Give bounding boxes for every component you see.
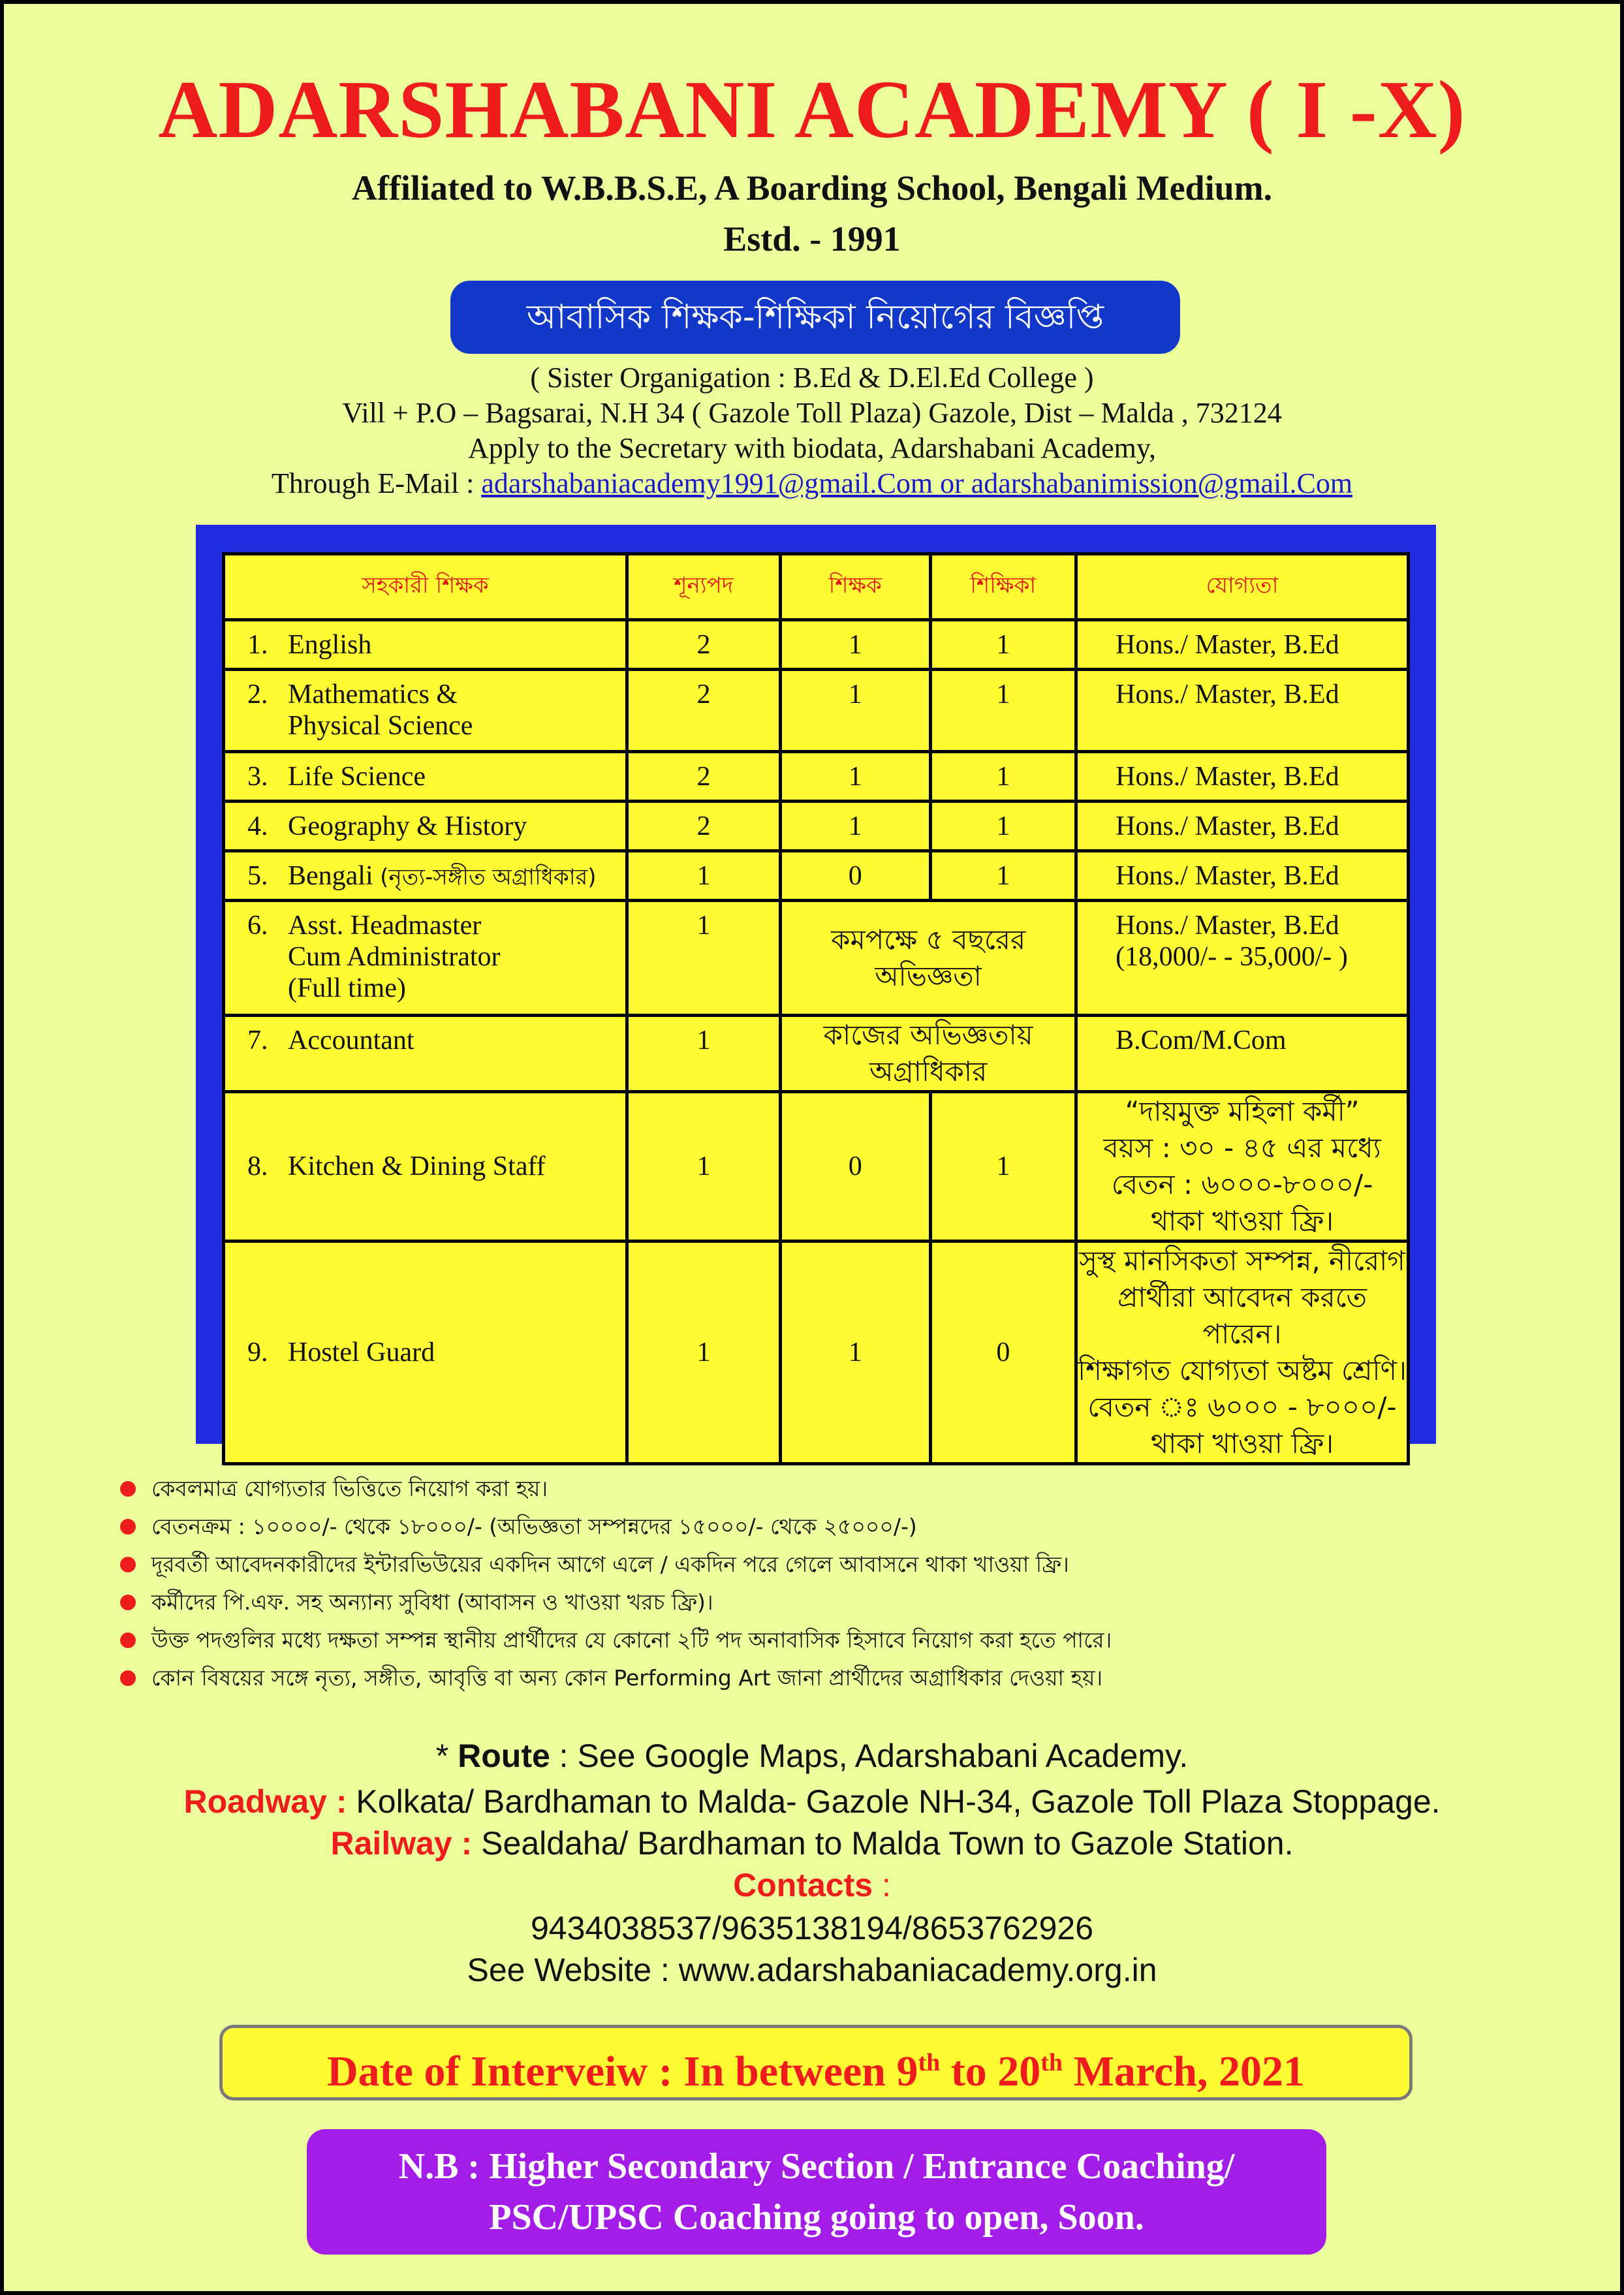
bullet-icon xyxy=(120,1595,136,1610)
post-cell: 5. Bengali (নৃত্য-সঙ্গীত অগ্রাধিকার) xyxy=(224,851,627,901)
post-cell: 1. English xyxy=(224,620,627,670)
table-header-row xyxy=(224,554,1409,620)
apply-line: Apply to the Secretary with biodata, Adarshabani Academy, xyxy=(467,432,1157,464)
qualification-cell: Hons./ Master, B.Ed xyxy=(1076,851,1409,901)
post-cell: 6. Asst. Headmaster Cum Administrator (Full time) xyxy=(224,901,627,1016)
header-vacancy: শূন্যপদ xyxy=(627,554,780,620)
male-cell: 0 xyxy=(781,851,931,901)
vacancy-cell: 2 xyxy=(627,620,780,670)
experience-cell: কাজের অভিজ্ঞতায় অগ্রাধিকার xyxy=(781,1016,1076,1092)
table-row xyxy=(224,802,1409,851)
notice-heading-badge: আবাসিক শিক্ষক-শিক্ষিকা নিয়োগের বিজ্ঞপ্তি xyxy=(450,281,1180,354)
school-title: ADARSHABANI ACADEMY ( I -X) xyxy=(158,65,1466,155)
vacancy-table-frame xyxy=(196,525,1436,1460)
male-cell: 0 xyxy=(781,1092,931,1241)
list-item: কেবলমাত্র যোগ্যতার ভিত্তিতে নিয়োগ করা হয়। xyxy=(120,1470,1556,1508)
qualification-cell: Hons./ Master, B.Ed xyxy=(1076,670,1409,752)
female-cell: 1 xyxy=(930,1092,1076,1241)
post-cell: 8. Kitchen & Dining Staff xyxy=(224,1092,627,1241)
terms-list xyxy=(120,1470,1556,1697)
post-cell: 9. Hostel Guard xyxy=(224,1241,627,1464)
female-cell: 1 xyxy=(930,670,1076,752)
vacancy-table xyxy=(222,552,1410,1465)
vacancy-cell: 2 xyxy=(627,670,780,752)
female-cell: 1 xyxy=(930,851,1076,901)
nb-line-2: PSC/UPSC Coaching going to open, Soon. xyxy=(489,2197,1144,2238)
established-year: Estd. - 1991 xyxy=(723,219,901,258)
post-cell: 4. Geography & History xyxy=(224,802,627,851)
qualification-cell: B.Com/M.Com xyxy=(1076,1016,1409,1092)
male-cell: 1 xyxy=(781,802,931,851)
list-item: দূরবর্তী আবেদনকারীদের ইন্টারভিউয়ের একদিন আগে এলে / একদিন পরে গেলে আবাসনে থাকা খাওয়া ফ্রি। xyxy=(120,1546,1556,1584)
qualification-cell: “দায়মুক্ত মহিলা কর্মী” বয়স : ৩০ - ৪৫ এর মধ্যে বেতন : ৬০০০-৮০০০/- থাকা খাওয়া ফ্রি। xyxy=(1076,1092,1409,1241)
bullet-icon xyxy=(120,1481,136,1497)
qualification-cell: Hons./ Master, B.Ed xyxy=(1076,802,1409,851)
interview-date-banner: Date of Interveiw : In between 9th to 20th March, 2021 xyxy=(219,2025,1413,2100)
post-cell: 3. Life Science xyxy=(224,752,627,802)
qualification-cell: Hons./ Master, B.Ed xyxy=(1076,620,1409,670)
post-cell: 2. Mathematics & Physical Science xyxy=(224,670,627,752)
table-row xyxy=(224,901,1409,1016)
list-item: কর্মীদের পি.এফ. সহ অন্যান্য সুবিধা (আবাসন ও খাওয়া খরচ ফ্রি)। xyxy=(120,1584,1556,1621)
qualification-cell: Hons./ Master, B.Ed xyxy=(1076,752,1409,802)
contacts-heading: Contacts : xyxy=(733,1867,891,1903)
nb-banner xyxy=(307,2129,1326,2255)
male-cell: 1 xyxy=(781,752,931,802)
table-row xyxy=(224,1241,1409,1464)
bullet-icon xyxy=(120,1557,136,1572)
male-cell: 1 xyxy=(781,670,931,752)
railway-line: Railway : Sealdaha/ Bardhaman to Malda Town to Gazole Station. xyxy=(330,1825,1294,1862)
header-male-teacher: শিক্ষক xyxy=(781,554,931,620)
vacancy-cell: 2 xyxy=(627,752,780,802)
table-row xyxy=(224,851,1409,901)
bullet-icon xyxy=(120,1632,136,1648)
table-row xyxy=(224,670,1409,752)
vacancy-cell: 2 xyxy=(627,802,780,851)
website-line[interactable]: See Website : www.adarshabaniacademy.org.in xyxy=(467,1952,1157,1988)
table-row xyxy=(224,1092,1409,1241)
table-row xyxy=(224,1016,1409,1092)
vacancy-cell: 1 xyxy=(627,1092,780,1241)
list-item: উক্ত পদগুলির মধ্যে দক্ষতা সম্পন্ন স্থানীয় প্রার্থীদের যে কোনো ২টি পদ অনাবাসিক হিসাবে নিয়োগ করা হতে পারে। xyxy=(120,1621,1556,1659)
bullet-icon xyxy=(120,1670,136,1686)
email-prefix: Through E-Mail : xyxy=(271,467,482,499)
female-cell: 1 xyxy=(930,620,1076,670)
header-female-teacher: শিক্ষিকা xyxy=(930,554,1076,620)
vacancy-cell: 1 xyxy=(627,901,780,1016)
phone-numbers[interactable]: 9434038537/9635138194/8653762926 xyxy=(530,1910,1093,1946)
table-row xyxy=(224,620,1409,670)
qualification-cell: Hons./ Master, B.Ed (18,000/- - 35,000/- ) xyxy=(1076,901,1409,1016)
experience-cell: কমপক্ষে ৫ বছরের অভিজ্ঞতা xyxy=(781,901,1076,1016)
vacancy-cell: 1 xyxy=(627,851,780,901)
qualification-cell: সুস্থ মানসিকতা সম্পন্ন, নীরোগ প্রার্থীরা আবেদন করতে পারেন। শিক্ষাগত যোগ্যতা অষ্টম শ্রেণি। বেতন ঃ ৬০০০ - ৮০০০/- থাকা খাওয়া ফ্রি। xyxy=(1076,1241,1409,1464)
list-item: বেতনক্রম : ১০০০০/- থেকে ১৮০০০/- (অভিজ্ঞতা সম্পন্নদের ১৫০০০/- থেকে ২৫০০০/-) xyxy=(120,1508,1556,1546)
female-cell: 1 xyxy=(930,802,1076,851)
list-item: কোন বিষয়ের সঙ্গে নৃত্য, সঙ্গীত, আবৃত্তি বা অন্য কোন Performing Art জানা প্রার্থীদের অগ্রাধিকার দেওয়া হয়। xyxy=(120,1659,1556,1697)
vacancy-cell: 1 xyxy=(627,1241,780,1464)
bullet-icon xyxy=(120,1519,136,1535)
affiliation-line: Affiliated to W.B.B.S.E, A Boarding School, Bengali Medium. xyxy=(351,168,1273,208)
post-cell: 7. Accountant xyxy=(224,1016,627,1092)
route-line: * Route : See Google Maps, Adarshabani Academy. xyxy=(435,1738,1189,1774)
email-link[interactable]: adarshabaniacademy1991@gmail.Com or adarshabanimission@gmail.Com xyxy=(481,467,1353,499)
header-qualification: যোগ্যতা xyxy=(1076,554,1409,620)
sister-organisation: ( Sister Organigation : B.Ed & D.El.Ed College ) xyxy=(530,362,1094,394)
header-post: সহকারী শিক্ষক xyxy=(224,554,627,620)
female-cell: 0 xyxy=(930,1241,1076,1464)
nb-line-1: N.B : Higher Secondary Section / Entrance Coaching/ xyxy=(398,2146,1235,2187)
email-line xyxy=(4,466,1620,501)
male-cell: 1 xyxy=(781,1241,931,1464)
male-cell: 1 xyxy=(781,620,931,670)
roadway-line: Roadway : Kolkata/ Bardhaman to Malda- Gazole NH-34, Gazole Toll Plaza Stoppage. xyxy=(183,1783,1441,1820)
table-row xyxy=(224,752,1409,802)
vacancy-cell: 1 xyxy=(627,1016,780,1092)
address-line: Vill + P.O – Bagsarai, N.H 34 ( Gazole Toll Plaza) Gazole, Dist – Malda , 732124 xyxy=(342,397,1282,429)
female-cell: 1 xyxy=(930,752,1076,802)
